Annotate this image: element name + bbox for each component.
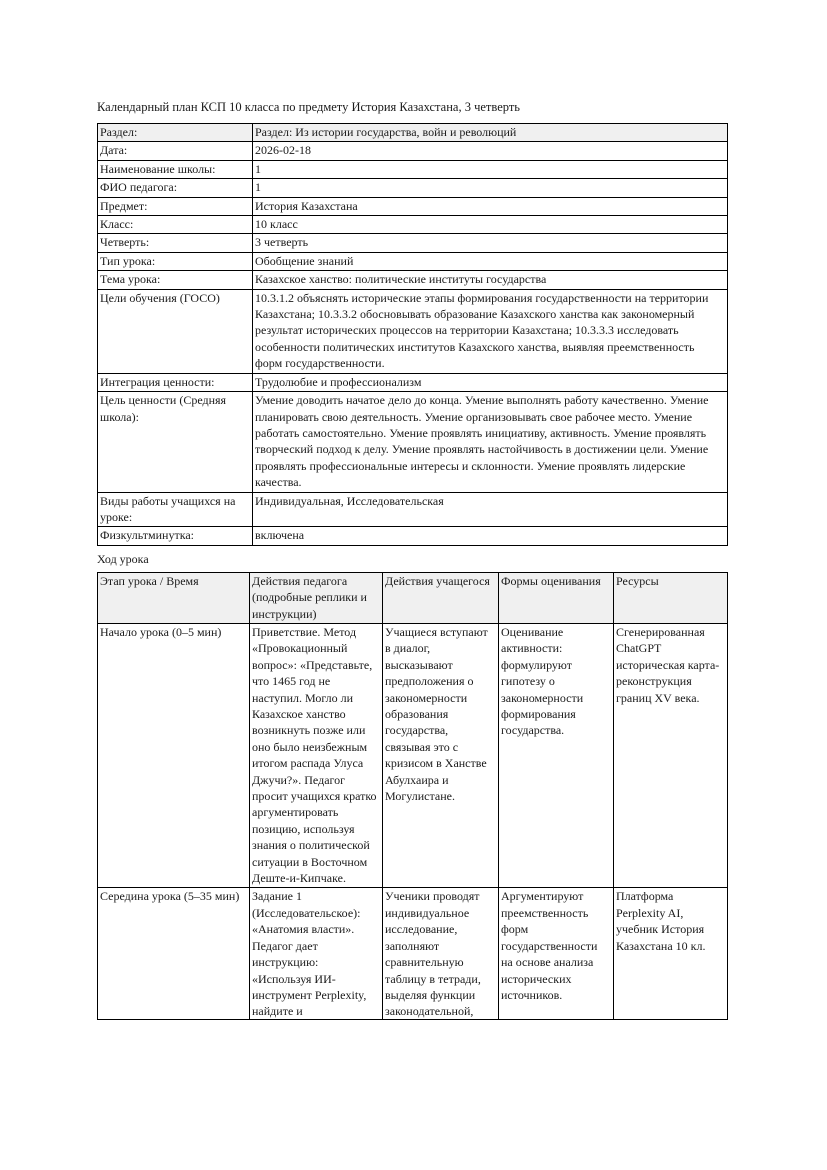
info-value: 1 <box>253 160 728 178</box>
info-value: История Казахстана <box>253 197 728 215</box>
student-actions-cell: Учащиеся вступают в диалог, высказывают предположения о закономерности образования государства, связывая это с кризисом в Ханстве Абулхаира и Могулистане. <box>383 623 499 888</box>
assessment-cell: Аргументируют преемственность форм государственности на основе анализа исторических источников. <box>499 888 614 1020</box>
table-row <box>98 623 728 888</box>
table-row <box>98 160 728 178</box>
info-value: 1 <box>253 179 728 197</box>
info-label: Тема урока: <box>98 271 253 289</box>
resources-cell: Платформа Perplexity AI, учебник История Казахстана 10 кл. <box>614 888 728 1020</box>
info-value: 2026-02-18 <box>253 142 728 160</box>
info-label: Наименование школы: <box>98 160 253 178</box>
info-value: Умение доводить начатое дело до конца. Умение выполнять работу качественно. Умение планировать свою деятельность. Умение организовывать свое рабочее место. Умение работать самостоятельно. Умение проявлять инициативу, активность. Умение проявлять творческий подход к делу. Умение проявлять настойчивость в достижении цели. Умение проявлять профессиональные интересы и склонности. Умение проявлять лидерские качества. <box>253 392 728 492</box>
info-value: Индивидуальная, Исследовательская <box>253 492 728 527</box>
column-header-teacher-actions: Действия педагога (подробные реплики и инструкции) <box>250 572 383 623</box>
teacher-actions-cell: Задание 1 (Исследовательское): «Анатомия власти». Педагог дает инструкцию: «Используя ИИ-инструмент Perplexity, найдите и <box>250 888 383 1020</box>
table-row <box>98 197 728 215</box>
table-row <box>98 492 728 527</box>
info-value: 10 класс <box>253 216 728 234</box>
table-row <box>98 289 728 373</box>
table-row <box>98 142 728 160</box>
column-header-stage: Этап урока / Время <box>98 572 250 623</box>
info-value: Трудолюбие и профессионализм <box>253 373 728 391</box>
column-header-assessment: Формы оценивания <box>499 572 614 623</box>
info-label: ФИО педагога: <box>98 179 253 197</box>
info-value: 3 четверть <box>253 234 728 252</box>
stage-cell: Середина урока (5–35 мин) <box>98 888 250 1020</box>
column-header-resources: Ресурсы <box>614 572 728 623</box>
info-label: Предмет: <box>98 197 253 215</box>
info-label: Виды работы учащихся на уроке: <box>98 492 253 527</box>
student-actions-cell: Ученики проводят индивидуальное исследование, заполняют сравнительную таблицу в тетради, выделяя функции законодательной, <box>383 888 499 1020</box>
info-label: Тип урока: <box>98 252 253 270</box>
info-value: Обобщение знаний <box>253 252 728 270</box>
info-label: Физкультминутка: <box>98 527 253 545</box>
info-label: Класс: <box>98 216 253 234</box>
resources-cell: Сгенерированная ChatGPT историческая карта-реконструкция границ XV века. <box>614 623 728 888</box>
table-row <box>98 252 728 270</box>
info-value: Раздел: Из истории государства, войн и революций <box>253 124 728 142</box>
lesson-flow-table <box>97 572 728 1021</box>
table-row <box>98 179 728 197</box>
lesson-info-table <box>97 123 728 546</box>
page-title: Календарный план КСП 10 класса по предмету История Казахстана, 3 четверть <box>97 100 520 114</box>
table-row <box>98 271 728 289</box>
info-label: Раздел: <box>98 124 253 142</box>
info-label: Цель ценности (Средняя школа): <box>98 392 253 492</box>
stage-cell: Начало урока (0–5 мин) <box>98 623 250 888</box>
column-header-student-actions: Действия учащегося <box>383 572 499 623</box>
info-value: Казахское ханство: политические институты государства <box>253 271 728 289</box>
info-label: Цели обучения (ГОСО) <box>98 289 253 373</box>
table-row <box>98 234 728 252</box>
info-value: включена <box>253 527 728 545</box>
table-row <box>98 392 728 492</box>
lesson-flow-heading: Ход урока <box>97 551 149 566</box>
table-header-row <box>98 572 728 623</box>
teacher-actions-cell: Приветствие. Метод «Провокационный вопрос»: «Представьте, что 1465 год не наступил. Могло ли Казахское ханство возникнуть позже или оно было неизбежным итогом распада Улуса Джучи?». Педагог просит учащихся кратко аргументировать позицию, используя знания о политической ситуации в Восточном Деште-и-Кипчаке. <box>250 623 383 888</box>
table-row-truncated <box>98 888 728 1020</box>
info-label: Дата: <box>98 142 253 160</box>
info-value: 10.3.1.2 объяснять исторические этапы формирования государственности на территории Казахстана; 10.3.3.2 обосновывать образование Казахского ханства как закономерный результат исторических процессов на территории Казахстана; 10.3.3.3 исследовать особенности политических институтов Казахского ханства, выявляя преемственность форм государственности. <box>253 289 728 373</box>
assessment-cell: Оценивание активности: формулируют гипотезу о закономерности формирования государства. <box>499 623 614 888</box>
info-label: Интеграция ценности: <box>98 373 253 391</box>
document-page <box>97 100 727 1020</box>
table-row <box>98 216 728 234</box>
table-row <box>98 373 728 391</box>
table-row <box>98 527 728 545</box>
info-label: Четверть: <box>98 234 253 252</box>
table-row <box>98 124 728 142</box>
